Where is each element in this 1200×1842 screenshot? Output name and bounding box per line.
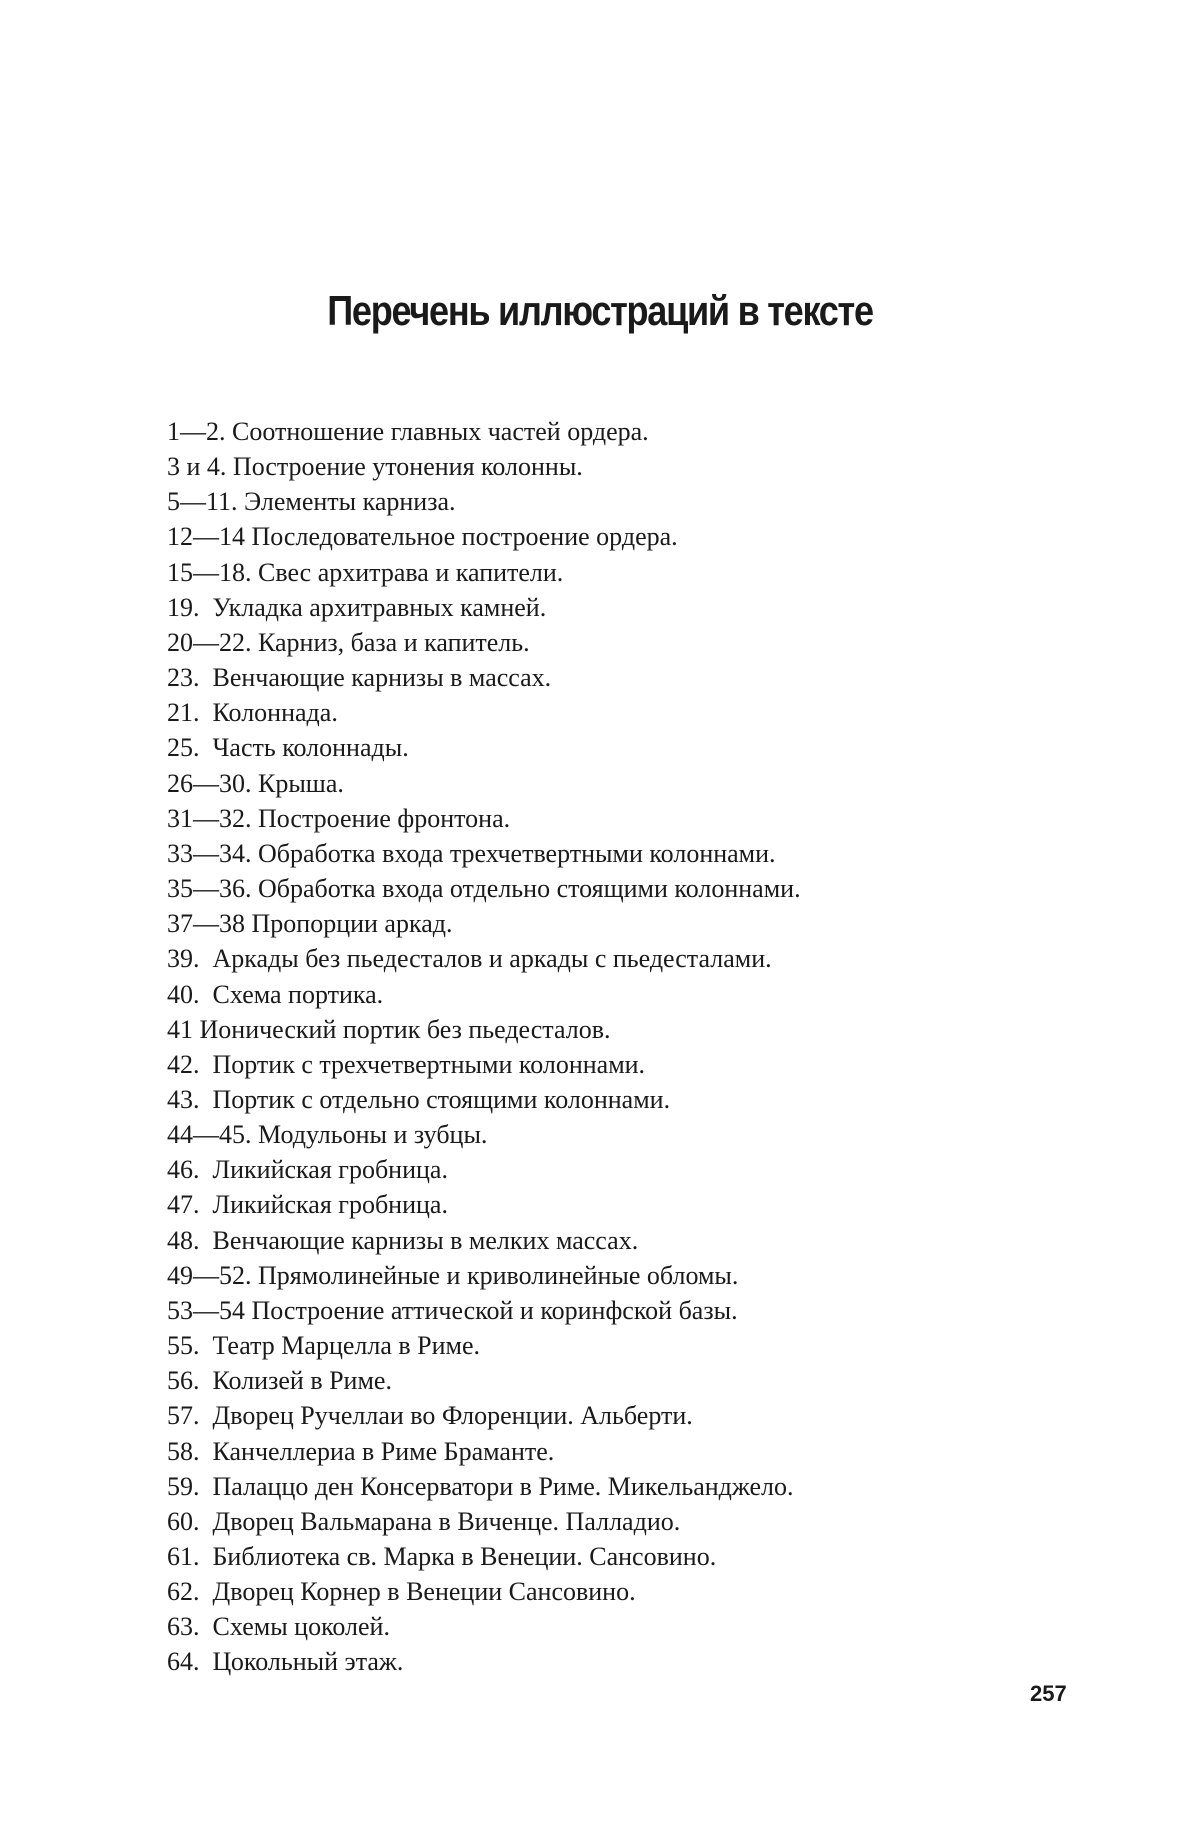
list-item: 41 Ионический портик без пьедесталов. (167, 1014, 611, 1044)
list-item: 59. Палаццо ден Консерватори в Риме. Микельанджело. (167, 1471, 794, 1501)
list-item: 31—32. Построение фронтона. (167, 803, 511, 833)
list-item: 56. Колизей в Риме. (167, 1366, 392, 1396)
list-item: 57. Дворец Ручеллаи во Флоренции. Альберти. (167, 1401, 693, 1431)
illustration-list (167, 414, 1147, 1680)
list-item: 42. Портик с трехчетвертными колоннами. (167, 1049, 646, 1079)
list-item: 46. Ликийская гробница. (167, 1155, 448, 1185)
list-item: 25. Часть колоннады. (167, 733, 409, 763)
list-item: 40. Схема портика. (167, 979, 384, 1009)
list-item: 61. Библиотека св. Марка в Венеции. Сансовино. (167, 1542, 717, 1571)
page-title: Перечень иллюстраций в тексте (327, 287, 873, 334)
list-item: 37—38 Пропорции аркад. (167, 909, 453, 939)
list-item: 60. Дворец Вальмарана в Виченце. Палладио. (167, 1506, 681, 1536)
list-item: 12—14 Последовательное построение ордера. (167, 522, 678, 552)
list-item: 48. Венчающие карнизы в мелких массах. (167, 1225, 639, 1255)
list-item: 5—11. Элементы карниза. (167, 487, 456, 517)
list-item: 55. Театр Марцелла в Риме. (167, 1331, 481, 1361)
page-number: 257 (1030, 1681, 1067, 1706)
list-item: 58. Канчеллериа в Риме Браманте. (167, 1436, 555, 1466)
list-item: 23. Венчающие карнизы в массах. (167, 663, 552, 693)
list-item: 47. Ликийская гробница. (167, 1190, 448, 1220)
list-item: 20—22. Карниз, база и капитель. (167, 627, 530, 657)
list-item: 49—52. Прямолинейные и криволинейные обломы. (167, 1260, 739, 1290)
list-item: 19. Укладка архитравных камней. (167, 592, 547, 622)
list-item: 39. Аркады без пьедесталов и аркады с пьедесталами. (167, 944, 772, 974)
list-item: 21. Колоннада. (167, 698, 338, 728)
list-item: 3 и 4. Построение утонения колонны. (167, 452, 583, 482)
list-item: 33—34. Обработка входа трехчетвертными колоннами. (167, 838, 776, 868)
list-item: 44—45. Модульоны и зубцы. (167, 1120, 488, 1150)
list-item: 26—30. Крыша. (167, 768, 344, 798)
list-item: 53—54 Построение аттической и коринфской базы. (167, 1295, 738, 1325)
list-item: 63. Схемы цоколей. (167, 1612, 390, 1642)
list-item: 62. Дворец Корнер в Венеции Сансовино. (167, 1577, 636, 1607)
list-item: 35—36. Обработка входа отдельно стоящими колоннами. (167, 874, 801, 904)
list-item: 1—2. Соотношение главных частей ордера. (167, 417, 649, 446)
list-item: 43. Портик с отдельно стоящими колоннами. (167, 1084, 671, 1114)
list-item: 64. Цокольный этаж. (167, 1647, 404, 1677)
list-item: 15—18. Свес архитрава и капители. (167, 557, 564, 587)
